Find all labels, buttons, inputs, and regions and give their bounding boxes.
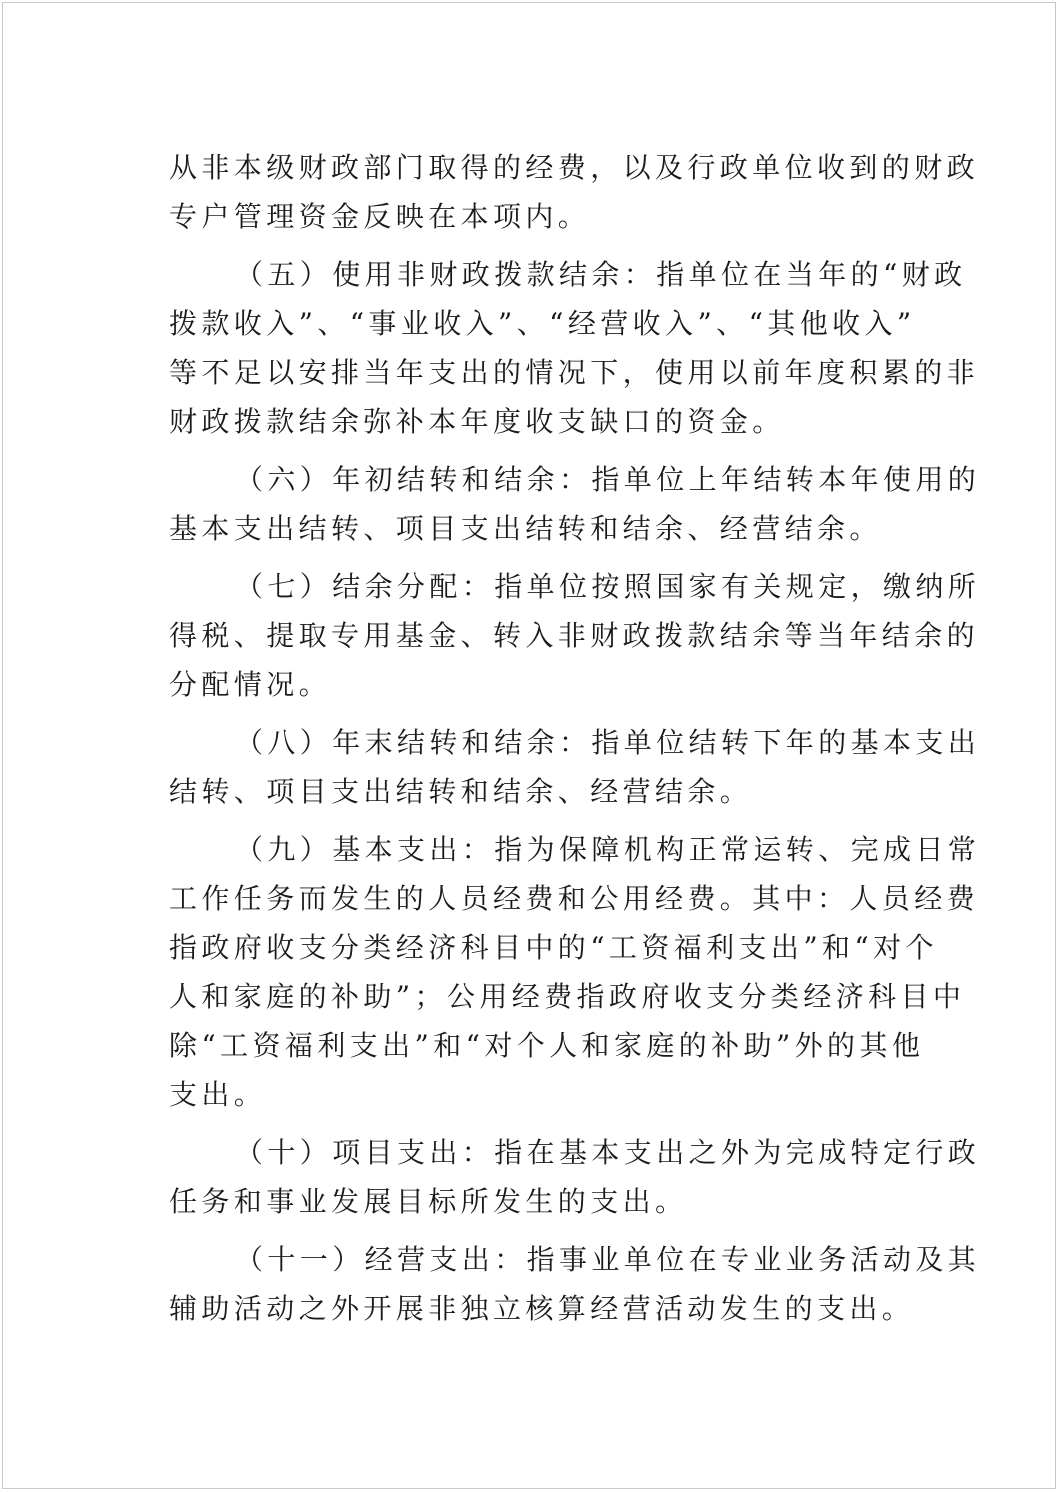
text-line: 任务和事业发展目标所发生的支出。 bbox=[169, 1185, 688, 1218]
text-line: 指政府收支分类经济科目中的“工资福利支出”和“对个 bbox=[169, 931, 938, 964]
text-line: （十）项目支出：指在基本支出之外为完成特定行政 bbox=[235, 1136, 981, 1169]
document-body bbox=[169, 143, 981, 1342]
paragraph-item-8 bbox=[169, 718, 981, 816]
text-line: 等不足以安排当年支出的情况下，使用以前年度积累的非 bbox=[169, 356, 980, 389]
text-line: 专户管理资金反映在本项内。 bbox=[169, 200, 591, 233]
text-line: 辅助活动之外开展非独立核算经营活动发生的支出。 bbox=[169, 1292, 915, 1325]
paragraph-item-5 bbox=[169, 250, 980, 446]
text-line: 得税、提取专用基金、转入非财政拨款结余等当年结余的 bbox=[169, 619, 980, 652]
text-line: 基本支出结转、项目支出结转和结余、经营结余。 bbox=[169, 512, 882, 545]
text-line: 拨款收入”、“事业收入”、“经营收入”、“其他收入” bbox=[169, 307, 916, 340]
text-line: 人和家庭的补助”；公用经费指政府收支分类经济科目中 bbox=[169, 980, 966, 1013]
text-line: 从非本级财政部门取得的经费，以及行政单位收到的财政 bbox=[169, 151, 980, 184]
text-line: （十一）经营支出：指事业单位在专业业务活动及其 bbox=[235, 1243, 981, 1276]
text-line: （六）年初结转和结余：指单位上年结转本年使用的 bbox=[235, 463, 981, 496]
text-line: 支出。 bbox=[169, 1078, 267, 1111]
document-page bbox=[2, 2, 1056, 1489]
text-line: （九）基本支出：指为保障机构正常运转、完成日常 bbox=[235, 833, 981, 866]
paragraph-item-10 bbox=[169, 1128, 981, 1226]
paragraph-item-9 bbox=[169, 825, 981, 1119]
paragraph-item-11 bbox=[169, 1235, 981, 1333]
text-line: 结转、项目支出结转和结余、经营结余。 bbox=[169, 775, 753, 808]
paragraph-item-7 bbox=[169, 562, 981, 709]
text-line: 工作任务而发生的人员经费和公用经费。其中：人员经费 bbox=[169, 882, 980, 915]
text-line: 除“工资福利支出”和“对个人和家庭的补助”外的其他 bbox=[169, 1029, 925, 1062]
text-line: （五）使用非财政拨款结余：指单位在当年的“财政 bbox=[235, 258, 967, 291]
text-line: 财政拨款结余弥补本年度收支缺口的资金。 bbox=[169, 405, 785, 438]
text-line: （八）年末结转和结余：指单位结转下年的基本支出 bbox=[235, 726, 981, 759]
paragraph-item-6 bbox=[169, 455, 981, 553]
text-line: 分配情况。 bbox=[169, 668, 332, 701]
paragraph-intro-tail bbox=[169, 143, 980, 241]
text-line: （七）结余分配：指单位按照国家有关规定，缴纳所 bbox=[235, 570, 981, 603]
